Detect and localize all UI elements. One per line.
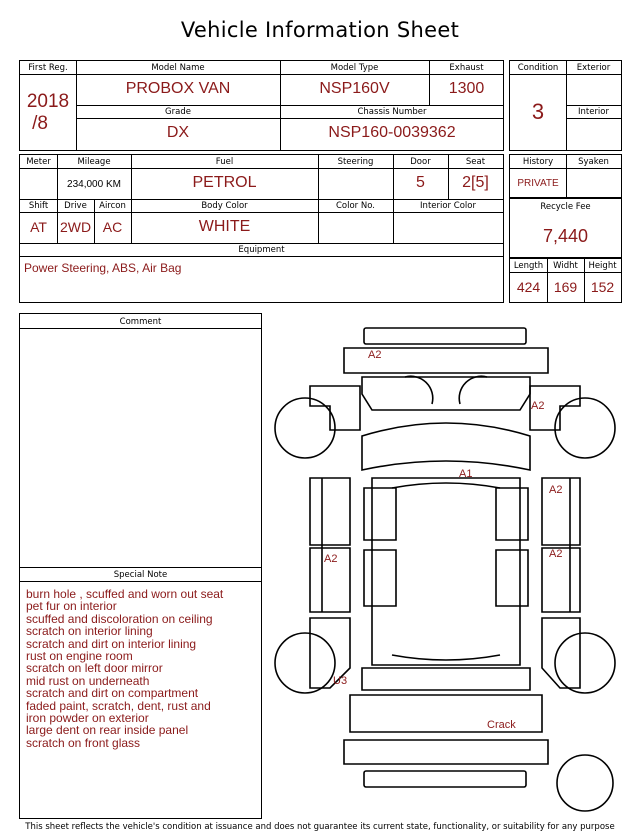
- length-label: Length: [513, 261, 544, 271]
- door-label: Door: [410, 157, 431, 167]
- drive-label: Drive: [64, 201, 87, 211]
- disclaimer-footer: This sheet reflects the vehicle's condition at issuance and does not guarantee its current state, functionality, or suitability for any purpose: [25, 822, 615, 832]
- front-bumper-outline: [364, 328, 526, 344]
- chassis-number-label: Chassis Number: [357, 107, 427, 117]
- seat-value: 2[5]: [462, 174, 489, 191]
- mark-front-bumper: A2: [368, 349, 382, 361]
- special-note-item: scratch and dirt on interior lining: [26, 636, 197, 651]
- height-label: Height: [588, 261, 617, 271]
- model-name-label: Model Name: [151, 63, 205, 73]
- special-note-label: Special Note: [113, 570, 168, 580]
- special-note-item: burn hole , scuffed and worn out seat: [26, 587, 224, 601]
- aircon-value: AC: [102, 219, 123, 235]
- meter-label: Meter: [26, 157, 51, 167]
- height-value: 152: [590, 279, 615, 295]
- steering-label: Steering: [337, 157, 374, 167]
- seat-label: Seat: [465, 157, 486, 167]
- grade-value: DX: [166, 124, 190, 141]
- equipment-label: Equipment: [238, 245, 285, 255]
- width-label: Widht: [553, 261, 578, 271]
- special-note-item: large dent on rear inside panel: [26, 723, 189, 738]
- special-note-item: mid rust on underneath: [26, 673, 150, 688]
- right-rear-quarter: [542, 618, 580, 688]
- chassis-number-value: NSP160-0039362: [328, 124, 456, 141]
- grade-label: Grade: [165, 107, 191, 117]
- mark-front-right-fender: A2: [531, 400, 545, 412]
- mark-left-front-door: A2: [324, 553, 338, 565]
- windshield-outline: [362, 423, 530, 470]
- recycle-fee-value: 7,440: [542, 226, 589, 246]
- vehicle-damage-diagram: [268, 318, 624, 818]
- fuel-value: PETROL: [192, 174, 257, 191]
- mileage-value: 234,000 KM: [67, 179, 121, 190]
- interior-label: Interior: [577, 107, 609, 117]
- condition-value: 3: [531, 99, 545, 124]
- special-notes-list: [26, 588, 223, 749]
- condition-label: Condition: [517, 63, 559, 73]
- left-front-door: [310, 478, 350, 545]
- condition-block: [509, 60, 622, 151]
- syaken-label: Syaken: [578, 157, 609, 167]
- right-rear-wheel: [555, 633, 615, 693]
- mileage-label: Mileage: [77, 157, 111, 167]
- special-note-item: scratch on front glass: [26, 735, 141, 750]
- left-front-wheel: [275, 398, 335, 458]
- rear-window: [362, 668, 530, 690]
- equipment-value: Power Steering, ABS, Air Bag: [24, 261, 182, 275]
- body-color-value: WHITE: [198, 218, 251, 235]
- mark-left-rear-quarter: U3: [333, 675, 348, 687]
- fuel-label: Fuel: [215, 157, 234, 167]
- recycle-fee-block: [509, 198, 622, 258]
- exterior-label: Exterior: [576, 63, 611, 73]
- mark-rear-panel: Crack: [487, 719, 516, 731]
- history-label: History: [522, 157, 554, 167]
- recycle-fee-label: Recycle Fee: [540, 202, 591, 212]
- width-value: 169: [553, 279, 578, 295]
- rear-bumper-outline: [344, 740, 548, 764]
- roof-outline: [372, 478, 520, 665]
- shift-label: Shift: [28, 201, 49, 211]
- dimensions-block: [509, 258, 622, 303]
- right-front-wheel: [555, 398, 615, 458]
- body-color-label: Body Color: [201, 201, 248, 211]
- special-note-item: pet fur on interior: [26, 599, 117, 614]
- history-value: PRIVATE: [517, 178, 559, 189]
- spare-wheel: [557, 755, 613, 811]
- first-reg-label: First Reg.: [28, 63, 68, 73]
- page-title: Vehicle Information Sheet: [180, 18, 460, 42]
- comment-block: [19, 313, 262, 819]
- hood-outline: [362, 377, 530, 410]
- exhaust-value: 1300: [448, 80, 485, 97]
- model-name-value: PROBOX VAN: [125, 80, 231, 97]
- special-note-item: scratch on left door mirror: [26, 661, 163, 676]
- model-type-value: NSP160V: [319, 80, 390, 97]
- shift-value: AT: [30, 219, 47, 235]
- special-note-item: iron powder on exterior: [26, 711, 149, 726]
- special-note-item: scratch and dirt on compartment: [26, 686, 199, 701]
- mark-right-rear-door: A2: [549, 548, 563, 560]
- length-value: 424: [516, 279, 541, 295]
- aircon-label: Aircon: [99, 201, 126, 211]
- special-note-item: scuffed and discoloration on ceiling: [26, 611, 213, 626]
- first-reg-year: 2018: [26, 91, 70, 112]
- spec-block: [19, 154, 504, 303]
- door-value: 5: [416, 174, 425, 191]
- model-type-label: Model Type: [330, 63, 379, 73]
- comment-label: Comment: [119, 317, 162, 327]
- first-reg-month: /8: [32, 113, 48, 134]
- vehicle-info-block: [19, 60, 504, 151]
- special-note-item: scratch on interior lining: [26, 624, 153, 639]
- mark-roof: A1: [459, 468, 473, 480]
- special-note-item: faded paint, scratch, dent, rust and: [26, 698, 211, 713]
- history-block: [509, 154, 622, 198]
- left-rear-wheel: [275, 633, 335, 693]
- color-no-label: Color No.: [335, 201, 375, 211]
- interior-color-label: Interior Color: [420, 201, 476, 211]
- mark-right-front-door: A2: [549, 484, 563, 496]
- special-note-item: rust on engine room: [26, 649, 133, 664]
- drive-value: 2WD: [59, 219, 92, 235]
- exhaust-label: Exhaust: [449, 63, 484, 73]
